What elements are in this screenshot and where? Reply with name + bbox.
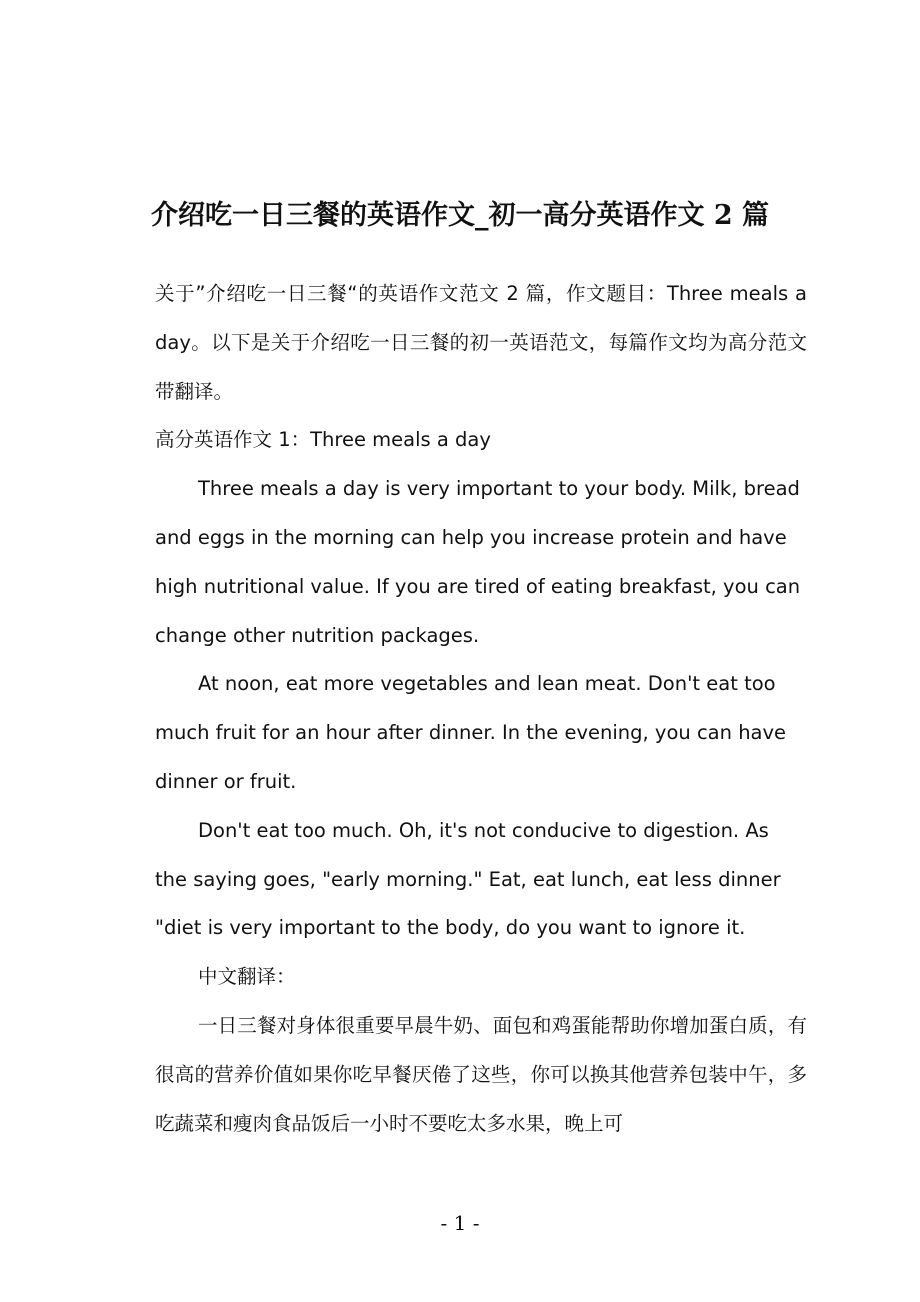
translation-label: 中文翻译： — [198, 965, 296, 989]
page-number: - 1 - — [440, 1211, 480, 1235]
essay-paragraph-2: At noon, eat more vegetables and lean meat. Don't eat too much fruit for an hour after dinner. In the evening, you can have dinner or fruit. — [155, 672, 787, 793]
essay-paragraph-1: Three meals a day is very important to your body. Milk, bread and eggs in the morning can help you increase protein and have high nutritional value. If you are tired of eating breakfast, you can change other nutrition packages. — [155, 477, 801, 647]
document-title: 介绍吃一日三餐的英语作文_初一高分英语作文 2 篇 — [150, 200, 770, 231]
intro-paragraph: 关于”介绍吃一日三餐“的英语作文范文 2 篇，作文题目：Three meals a day。以下是关于介绍吃一日三餐的初一英语范文，每篇作文均为高分范文带翻译。 — [155, 282, 807, 403]
essay-heading: 高分英语作文 1：Three meals a day — [155, 428, 491, 452]
essay-paragraph-3: Don't eat too much. Oh, it's not conducive to digestion. As the saying goes, "early morning." Eat, eat lunch, eat less dinner "diet is very important to the body, do you want to ignore it. — [155, 818, 781, 940]
document-body — [155, 270, 807, 1148]
translation-paragraph: 一日三餐对身体很重要早晨牛奶、面包和鸡蛋能帮助你增加蛋白质，有很高的营养价值如果你吃早餐厌倦了这些，你可以换其他营养包装中午，多吃蔬菜和瘦肉食品饭后一小时不要吃太多水果，晚上可 — [155, 1013, 807, 1135]
